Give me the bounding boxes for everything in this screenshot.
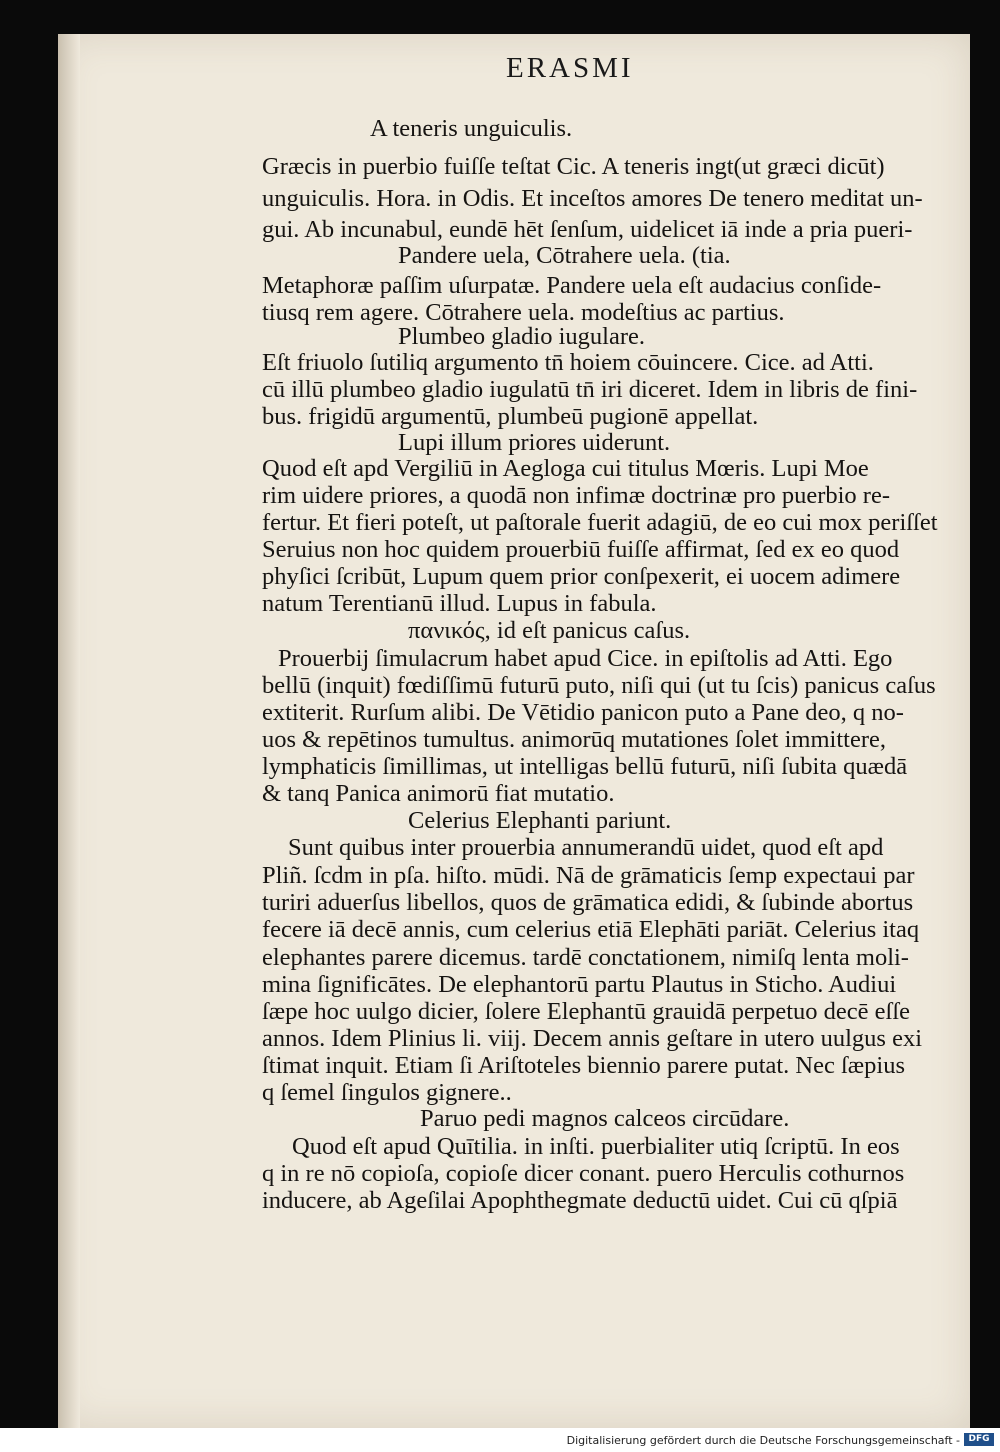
text-line: turiri aduerſus libellos, quos de grāmatica edidi, & ſubinde abortus <box>262 889 914 916</box>
text-line: annos. Idem Plinius li. viij. Decem annis geſtare in utero uulgus exi <box>262 1025 923 1052</box>
text-line: phyſici ſcribūt, Lupum quem prior conſpexerit, ei uocem adimere <box>262 563 901 590</box>
dfg-logo[interactable]: DFG <box>964 1433 994 1446</box>
footer-bar <box>0 1428 1000 1452</box>
text-line: Eſt friuolo ſutiliq argumento tn̄ hoiem cōuincere. Cice. ad Atti. <box>262 349 874 376</box>
text-line: lymphaticis ſimillimas, ut intelligas bellū futurū, niſi ſubita quædā <box>262 753 908 780</box>
text-line: cū illū plumbeo gladio iugulatū tn̄ iri diceret. Idem in libris de fini- <box>262 376 918 403</box>
adage-heading: A teneris unguiculis. <box>370 115 573 142</box>
text-line: & tanq Panica animorū fiat mutatio. <box>262 780 615 807</box>
page-gutter <box>58 34 80 1428</box>
text-line: q ſemel ſingulos gignere.. <box>262 1079 512 1106</box>
text-line: Metaphoræ paſſim uſurpatæ. Pandere uela eſt audacius conſide- <box>262 272 882 299</box>
text-line: Græcis in puerbio fuiſſe teſtat Cic. A teneris ingt(ut græci dicūt) <box>262 153 885 180</box>
text-line: mina ſignificātes. De elephantorū partu Plautus in Sticho. Audiui <box>262 971 897 998</box>
text-line: inducere, ab Ageſilai Apophthegmate deductū uidet. Cui cū qſpiā <box>262 1187 898 1214</box>
adage-heading: Pandere uela, Cōtrahere uela. (tia. <box>398 242 731 269</box>
adage-heading: Plumbeo gladio iugulare. <box>398 323 645 350</box>
adage-heading: Paruo pedi magnos calceos circūdare. <box>420 1105 790 1132</box>
text-line: fecere iā decē annis, cum celerius etiā Elephāti pariāt. Celerius itaq <box>262 916 920 943</box>
text-line: ſtimat inquit. Etiam ſi Ariſtoteles biennio parere putat. Nec ſæpius <box>262 1052 905 1079</box>
adage-heading: πανικός, id eſt panicus caſus. <box>408 617 691 644</box>
text-line: extiterit. Rurſum alibi. De Vētidio panicon puto a Pane deo, q no- <box>262 699 904 726</box>
text-line: bus. frigidū argumentū, plumbeū pugionē appellat. <box>262 403 759 430</box>
adage-heading: Celerius Elephanti pariunt. <box>408 807 672 834</box>
footer-credit: Digitalisierung gefördert durch die Deutsche Forschungsgemeinschaft - <box>566 1434 960 1447</box>
text-line: rim uidere priores, a quodā non infimæ doctrinæ pro puerbio re- <box>262 482 890 509</box>
adage-heading: Lupi illum priores uiderunt. <box>398 429 671 456</box>
text-line: gui. Ab incunabul, eundē hēt ſenſum, uidelicet iā inde a pria pueri- <box>262 216 913 243</box>
text-line: uos & repētinos tumultus. animorūq mutationes ſolet immittere, <box>262 726 886 753</box>
text-line: natum Terentianū illud. Lupus in fabula. <box>262 590 657 617</box>
text-line: Seruius non hoc quidem prouerbiū fuiſſe affirmat, ſed ex eo quod <box>262 536 900 563</box>
text-line: tiusq rem agere. Cōtrahere uela. modeſtius ac partius. <box>262 299 785 326</box>
text-line: Prouerbij ſimulacrum habet apud Cice. in epiſtolis ad Atti. Ego <box>278 645 893 672</box>
text-line: Sunt quibus inter prouerbia annumerandū uidet, quod eſt apd <box>288 834 884 861</box>
text-line: Pliñ. ſcdm in pſa. hiſto. mūdi. Nā de grāmaticis ſemp expectaui par <box>262 862 915 889</box>
text-line: q in re nō copioſa, copioſe dicer conant. puero Herculis cothurnos <box>262 1160 905 1187</box>
running-head: ERASMI <box>506 52 634 84</box>
text-line: Quod eſt apud Quītilia. in inſti. puerbialiter utiq ſcriptū. In eos <box>292 1133 900 1160</box>
text-line: fertur. Et fieri poteſt, ut paſtorale fuerit adagiū, de eo cui mox periſſet <box>262 509 938 536</box>
text-line: ſæpe hoc uulgo dicier, ſolere Elephantū grauidā perpetuo decē eſſe <box>262 998 911 1025</box>
text-line: bellū (inquit) fœdiſſimū futurū puto, niſi qui (ut tu ſcis) panicus caſus <box>262 672 936 699</box>
text-line: elephantes parere dicemus. tardē conctationem, nimiſq lenta moli- <box>262 944 909 971</box>
text-line: unguiculis. Hora. in Odis. Et inceſtos amores De tenero meditat un- <box>262 185 923 212</box>
text-line: Quod eſt apd Vergiliū in Aegloga cui titulus Mœris. Lupi Moe <box>262 455 869 482</box>
